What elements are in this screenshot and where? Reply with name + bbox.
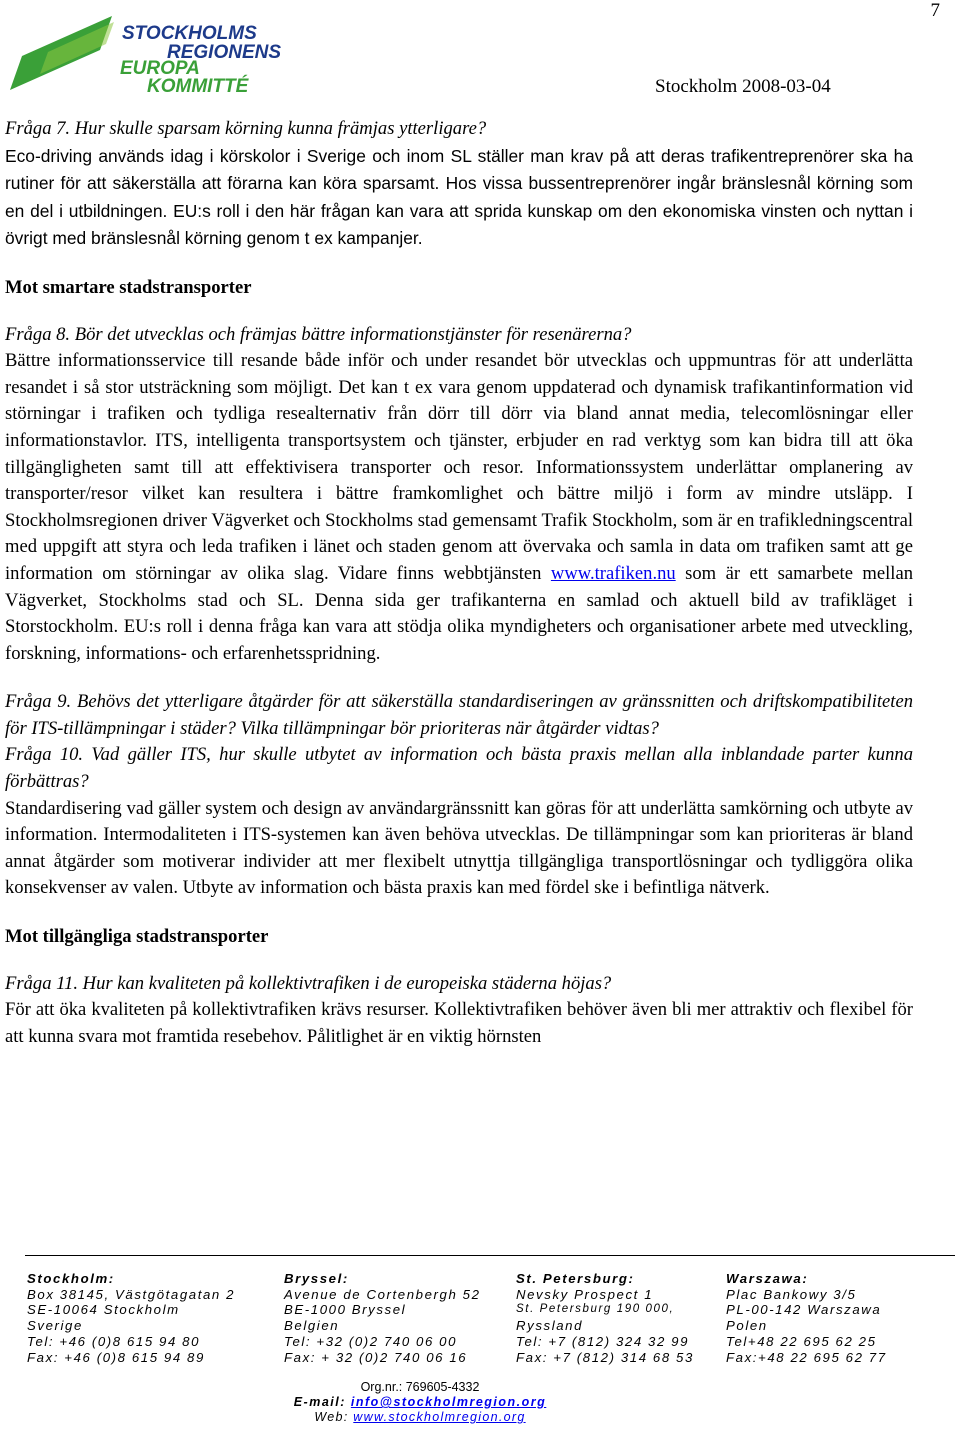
office-line: Tel+48 22 695 62 25	[726, 1333, 877, 1349]
paragraph-standardisering: Standardisering vad gäller system och design av användargränssnitt kan göras för att underlätta samkörning och utbyte av information. Intermodaliteten i ITS-systemen kan även behöva utvecklas. De tillämpningar som kan prioriteras är bland annat åtgärder som motiverar individer att mer flexibelt utnyttja tillgängliga transportlösningar och tydliggöra olika konsekvenser av valen. Utbyte av information och bästa praxis kan med fördel ske i befintliga nätverk.	[5, 797, 913, 899]
web-link[interactable]: www.stockholmregion.org	[353, 1410, 526, 1424]
document-date: Stockholm 2008-03-04	[655, 76, 831, 97]
office-line: Tel: +32 (0)2 740 06 00	[284, 1333, 458, 1349]
office-line: Nevsky Prospect 1	[516, 1286, 654, 1302]
office-line: Ryssland	[516, 1318, 584, 1334]
office-line: Fax:+48 22 695 62 77	[726, 1349, 887, 1365]
office-line: Tel: +7 (812) 324 32 99	[516, 1333, 690, 1349]
footer-divider	[25, 1255, 955, 1256]
trafiken-link[interactable]: www.trafiken.nu	[550, 562, 676, 584]
paragraph-information-service-part-1: Bättre informationsservice till resande både inför och under resandet bör utvecklas och uppmuntras för att underlätta resandet i så stor utsträckning som möjligt. Det kan t ex vara genom uppdaterad och dynamisk trafikantinformation vid störningar i trafiken och tydliga resealternativ från dörr till dörr via bland annat media, telecomlösningar eller informationstavlor. ITS, intelligenta transportsystem och tjänster, erbjuder en rad verktyg som kan bidra till att öka tillgängligheten samt till att effektivisera transporter och resor. Informationssystem underlättar omplanering av transporter/resor vilket kan resultera i bättre framkomlighet och bättre miljö i form av mindre utsläpp. I Stockholmsregionen driver Vägverket och Stockholms stad gemensamt Trafik Stockholm, som är en trafikledningscentral med uppgift att styra och leda trafiken i länet och staden genom att övervaka och samla in data om trafiken samt att ge information om störningar av olika slag. Vidare finns webbtjänsten	[5, 350, 913, 584]
office-line: Avenue de Cortenbergh 52	[284, 1286, 481, 1302]
section-heading-tillgangliga: Mot tillgängliga stadstransporter	[5, 926, 269, 948]
section-heading-smartare: Mot smartare stadstransporter	[5, 276, 252, 298]
email-line	[0, 1395, 840, 1410]
logo-line-3: EUROPA	[120, 58, 200, 79]
question-9: Fråga 9. Behövs det ytterligare åtgärder för att säkerställa standardiseringen av gränssnitten och driftskompatibiliteten för ITS-tillämpningar i städer? Vilka tillämpningar bör prioriteras när åtgärder vidtas?	[5, 691, 913, 739]
office-line: Fax: +7 (812) 314 68 53	[516, 1349, 694, 1365]
footer-office-bryssel	[284, 1271, 481, 1365]
office-line: Belgien	[284, 1318, 340, 1334]
question-10: Fråga 10. Vad gäller ITS, hur skulle utbytet av information och bästa praxis mellan alla inblandade parter kunna förbättras?	[5, 744, 913, 793]
logo	[2, 14, 292, 94]
office-line: BE-1000 Bryssel	[284, 1302, 407, 1318]
office-line: Fax: + 32 (0)2 740 06 16	[284, 1349, 468, 1365]
paragraph-eco-driving-part-1: Eco-driving används idag i körskolor i Sverige och inom SL ställer man krav på att deras trafikentreprenörer ska ha rutiner för att säkerställa att förarna kan köra sparsamt.	[5, 145, 913, 194]
footer-office-warszawa	[726, 1271, 887, 1365]
office-line: PL-00-142 Warszawa	[726, 1302, 882, 1318]
logo-line-4: KOMMITTÉ	[147, 76, 249, 94]
office-line: Sverige	[27, 1318, 83, 1334]
paragraph-information-service-part-2: som är ett samarbete mellan Vägverket, Stockholms stad och SL. Denna sida ger trafikanterna en samlad och aktuell bild av trafikläget i Storstockholm. EU:s roll i denna fråga kan vara att stödja olika myndigheters och organisationer arbete med utveckling, forskning, informations- och erfarenhetsspridning.	[5, 562, 914, 664]
office-line: SE-10064 Stockholm	[27, 1302, 180, 1318]
footer-office-stockholm	[27, 1271, 235, 1365]
logo-graphic	[2, 14, 292, 94]
logo-line-2: REGIONENS	[167, 42, 282, 63]
office-heading: Warszawa:	[726, 1271, 809, 1286]
office-heading: Bryssel:	[284, 1271, 349, 1286]
document-body	[5, 116, 913, 1050]
web-label: Web:	[314, 1410, 354, 1424]
page-number: 7	[930, 0, 940, 21]
office-line: Tel: +46 (0)8 615 94 80	[27, 1333, 201, 1349]
office-line: St. Petersburg 190 000,	[516, 1303, 675, 1316]
question-8: Fråga 8. Bör det utvecklas och främjas bättre informationstjänster för resenärerna?	[5, 323, 632, 345]
office-heading: St. Petersburg:	[516, 1271, 635, 1286]
question-7: Fråga 7. Hur skulle sparsam körning kunna främjas ytterligare?	[5, 118, 487, 139]
paragraph-kollektivtrafik: För att öka kvaliteten på kollektivtrafiken krävs resurser. Kollektivtrafiken behöver även bli mer attraktiv och flexibel för att kunna svara mot framtida resebehov. Pålitlighet är en viktig hörnsten	[5, 999, 913, 1047]
office-line: Plac Bankowy 3/5	[726, 1286, 857, 1302]
office-line: Polen	[726, 1318, 768, 1334]
org-number: Org.nr.: 769605-4332	[360, 1380, 480, 1394]
email-label: E-mail:	[293, 1395, 351, 1409]
paragraph-information-service	[5, 348, 913, 667]
paragraph-eco-driving-part-2: Hos vissa bussentreprenörer ingår bränslesnål körning som en del i utbildningen. EU:s roll i den här frågan kan vara att sprida kunskap om den ekonomiska vinsten och nyttan i övrigt med bränslesnål körning genom t ex kampanjer.	[5, 173, 913, 249]
web-line	[0, 1410, 840, 1425]
office-heading: Stockholm:	[27, 1271, 115, 1286]
question-11: Fråga 11. Hur kan kvaliteten på kollektivtrafiken i de europeiska städerna höjas?	[5, 972, 612, 994]
footer-contact	[0, 1380, 840, 1425]
paragraph-eco-driving	[5, 143, 913, 253]
office-line: Fax: +46 (0)8 615 94 89	[27, 1349, 205, 1365]
office-line: Box 38145, Västgötagatan 2	[27, 1286, 236, 1302]
email-link[interactable]: info@stockholmregion.org	[350, 1395, 547, 1409]
footer-office-st-petersburg	[516, 1271, 694, 1365]
logo-line-1: STOCKHOLMS	[122, 23, 257, 44]
